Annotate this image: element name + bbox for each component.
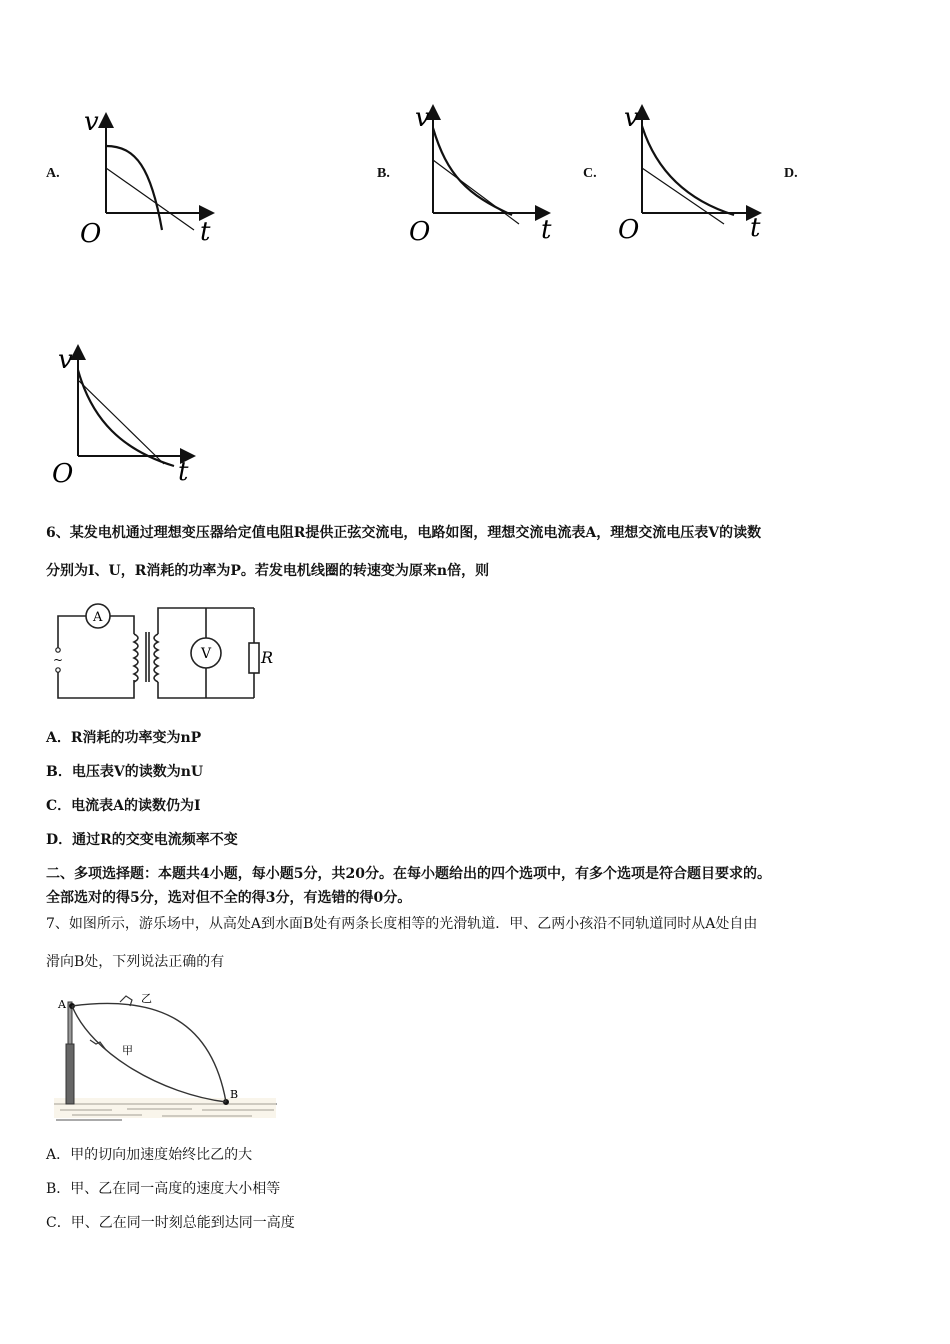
- origin-label: O: [618, 215, 640, 245]
- track-jia: [72, 1006, 226, 1102]
- graph-b: [407, 100, 557, 245]
- secondary-coil: [154, 634, 158, 682]
- q7-stem-line1: 7、如图所示，游乐场中，从高处A到水面B处有两条长度相等的光滑轨道．甲、乙两小孩沿不同轨道同时从A处自由: [46, 916, 758, 932]
- ac-source-label: ~: [53, 653, 64, 667]
- q7-option-a: A．甲的切向加速度始终比乙的大: [46, 1147, 253, 1163]
- graph-a: [76, 108, 221, 246]
- child-yi-label: 乙: [141, 992, 152, 1005]
- q6-option-c: C．电流表A的读数仍为I: [46, 798, 201, 814]
- primary-coil: [134, 634, 138, 682]
- t-label: t: [178, 457, 189, 487]
- voltmeter-label: V: [201, 646, 212, 662]
- v-label: v: [415, 103, 430, 133]
- graph-c: [616, 100, 766, 245]
- option-a-label: A.: [46, 166, 60, 181]
- reference-line: [78, 380, 164, 464]
- graph-d: [52, 340, 202, 488]
- section2-heading-line2: 全部选对的得5分，选对但不全的得3分，有选错的得0分。: [46, 890, 412, 906]
- q7-option-c: C．甲、乙在同一时刻总能到达同一高度: [46, 1215, 295, 1231]
- curve: [433, 128, 512, 215]
- v-label: v: [84, 108, 99, 137]
- child-jia-label: 甲: [122, 1044, 133, 1057]
- ammeter-label: A: [93, 610, 103, 625]
- point-a-label: A: [58, 998, 66, 1011]
- resistor-symbol: [249, 643, 259, 673]
- circuit-diagram: [48, 598, 283, 708]
- track-yi: [72, 1003, 226, 1102]
- q6-option-b: B．电压表V的读数为nU: [46, 764, 204, 780]
- q7-option-b: B．甲、乙在同一高度的速度大小相等: [46, 1181, 281, 1197]
- option-d-label: D.: [784, 166, 798, 181]
- t-label: t: [541, 215, 552, 245]
- option-b-label: B.: [377, 166, 390, 181]
- reference-line: [106, 168, 194, 230]
- curve: [642, 126, 734, 215]
- resistor-label: R: [261, 648, 274, 667]
- v-label: v: [624, 103, 639, 133]
- origin-label: O: [80, 219, 102, 246]
- q6-option-d: D．通过R的交变电流频率不变: [46, 832, 238, 848]
- origin-label: O: [52, 459, 74, 488]
- reference-line: [642, 168, 724, 224]
- curve: [78, 370, 174, 466]
- section2-heading-line1: 二、多项选择题：本题共4小题，每小题5分，共20分。在每小题给出的四个选项中，有多个选项是符合题目要求的。: [46, 866, 771, 882]
- q7-stem-line2: 滑向B处，下列说法正确的有: [46, 954, 225, 970]
- point-b-label: B: [230, 1088, 239, 1101]
- slide-figure: [52, 984, 284, 1124]
- origin-label: O: [409, 217, 431, 245]
- t-label: t: [750, 213, 761, 243]
- option-c-label: C.: [583, 166, 597, 181]
- reference-line: [433, 160, 519, 224]
- t-label: t: [200, 217, 211, 246]
- q6-option-a: A．R消耗的功率变为nP: [46, 730, 202, 746]
- q6-stem-line1: 6、某发电机通过理想变压器给定值电阻R提供正弦交流电，电路如图，理想交流电流表A，理想交流电压表V的读数: [46, 525, 762, 541]
- q6-stem-line2: 分别为I、U，R消耗的功率为P。若发电机线圈的转速变为原来n倍，则: [46, 563, 490, 579]
- v-label: v: [58, 345, 73, 375]
